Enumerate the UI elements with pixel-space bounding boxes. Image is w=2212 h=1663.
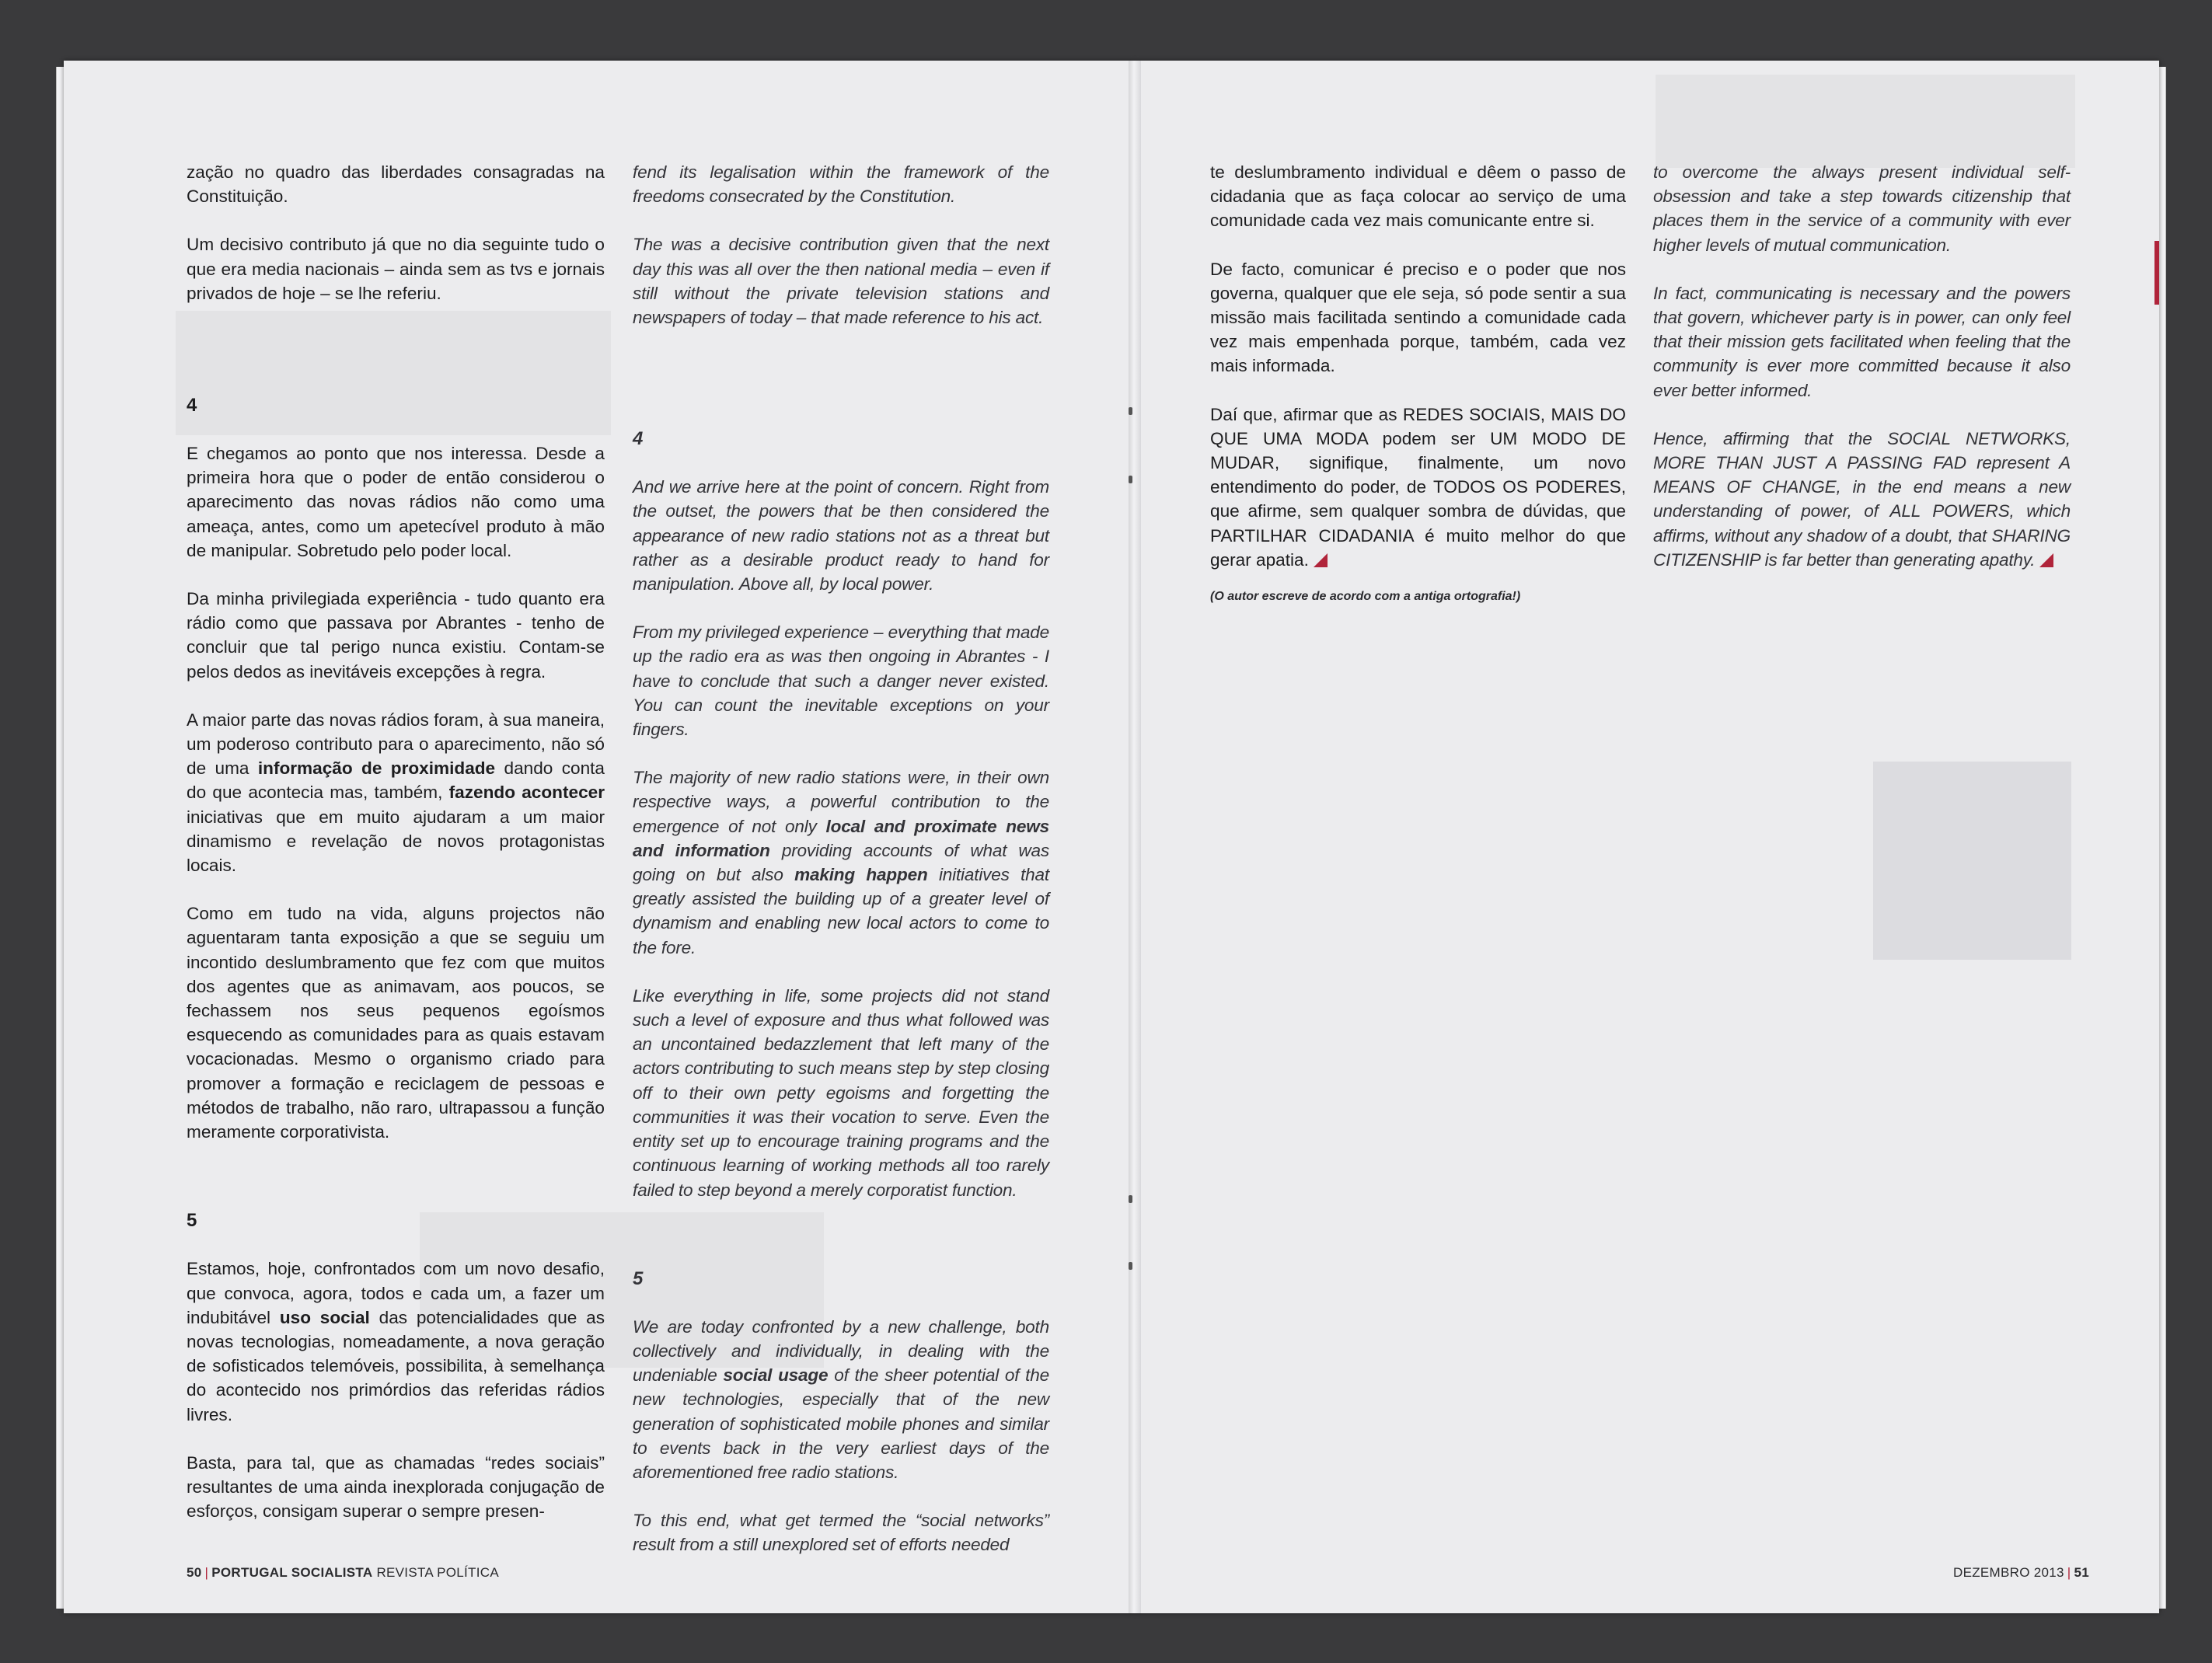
column-portuguese-left [187, 160, 605, 1547]
footer-left: 50 | PORTUGAL SOCIALISTA REVISTA POLÍTICA [187, 1565, 499, 1580]
section-number: 5 [187, 1210, 197, 1232]
end-mark-icon [1314, 553, 1328, 567]
column-english-right [1653, 160, 2071, 596]
publication-name: PORTUGAL SOCIALISTA [211, 1565, 373, 1580]
paragraph: Basta, para tal, que as chamadas “redes sociais” resultantes de uma ainda inexplorada conjugação de esforços, consigam superar o sempre presen- [187, 1452, 605, 1522]
paragraph: fend its legalisation within the framework of the freedoms consecrated by the Constitution. [633, 162, 1049, 207]
column-english-left [633, 160, 1049, 1581]
paragraph: Um decisivo contributo já que no dia seguinte tudo o que era media nacionais – ainda sem as tvs e jornais privados de hoje – se lhe referiu. [187, 235, 605, 303]
publication-subtitle: REVISTA POLÍTICA [376, 1565, 499, 1580]
paragraph: In fact, communicating is necessary and the powers that govern, whichever party is in power, can only feel that their mission gets facilitated when feeling that the community is ever more committed because it also ever better informed. [1653, 283, 2071, 400]
paragraph: To this end, what get termed the “social networks” result from a still unexplored set of efforts needed [633, 1511, 1049, 1555]
staple-mark [1129, 1262, 1132, 1270]
show-through-photo [1873, 762, 2071, 960]
staple-mark [1129, 476, 1132, 483]
paragraph: Estamos, hoje, confrontados com um novo desafio, que convoca, agora, todos e cada um, a fazer um indubitável uso social das potencialidades que as novas tecnologias, nomeadamente, a nova geração de sofisticados telemóveis, possibilita, à semelhança do acontecido nos primórdios das referidas rádios livres. [187, 1259, 605, 1424]
bold-phrase: uso social [279, 1307, 370, 1327]
bold-phrase: local and proximate news and information [633, 816, 1049, 860]
bold-phrase: fazendo acontecer [448, 783, 605, 803]
column-portuguese-right [1210, 160, 1626, 606]
bold-phrase: social usage [723, 1365, 829, 1386]
bold-phrase: making happen [794, 865, 928, 885]
staple-mark [1129, 1195, 1132, 1203]
page-number: 50 [187, 1565, 202, 1580]
page-marker-tab [2154, 241, 2159, 305]
issue-date: DEZEMBRO 2013 [1953, 1565, 2064, 1580]
paragraph: Da minha privilegiada experiência - tudo quanto era rádio como que passava por Abrantes - tenho de concluir que tal perigo nunca existiu. Contam-se pelos dedos as inevitáveis excepções à regra. [187, 589, 605, 682]
spine-gutter [1129, 61, 1141, 1613]
paragraph: De facto, comunicar é preciso e o poder que nos governa, qualquer que ele seja, só pode sentir a sua missão mais facilitada sentindo a comunidade cada vez mais empenhada porque, também, cada vez mais informada. [1210, 259, 1626, 376]
end-mark-icon [2039, 553, 2053, 567]
paragraph: From my privileged experience – everything that made up the radio era as was then ongoing in Abrantes - I have to conclude that such a danger never existed. You can count the inevitable exceptions on your fingers. [633, 622, 1049, 740]
show-through-block [1656, 75, 2075, 168]
bold-phrase: informação de proximidade [257, 758, 496, 779]
section-number: 5 [633, 1267, 644, 1289]
paragraph: Hence, affirming that the SOCIAL NETWORKS, MORE THAN JUST A PASSING FAD represent A MEANS OF CHANGE, in the end means a new understanding of power, of ALL POWERS, which affirms, without any shadow of a doubt, that SHARING CITIZENSHIP is far better than generating apathy. [1653, 428, 2071, 570]
footer-right: DEZEMBRO 2013 | 51 [1953, 1565, 2090, 1580]
paragraph: Como em tudo na vida, alguns projectos não aguentaram tanta exposição a que se seguiu um incontido deslumbramento que fez com que muitos dos agentes que as animavam, aos poucos, se fechassem nos seus pequenos egoísmos esquecendo as comunidades para as quais estavam vocacionadas. Mesmo o organismo criado para promover a formação e reciclagem de pessoas e métodos de trabalho, não raro, ultrapassou a função meramente corporativista. [187, 904, 605, 1142]
author-note: (O autor escreve de acordo com a antiga ortografia!) [1210, 590, 1521, 604]
paragraph: A maior parte das novas rádios foram, à sua maneira, um poderoso contributo para o aparecimento, não só de uma informação de proximidade dando conta do que acontecia mas, também, fazendo acontecer iniciativas que em muito ajudaram a um maior dinamismo e revelação de novos protagonistas locais. [187, 709, 605, 876]
paragraph: E chegamos ao ponto que nos interessa. Desde a primeira hora que o poder de então considerou o aparecimento das novas rádios não como uma ameaça, antes, como um apetecível produto à mão de manipular. Sobretudo pelo poder local. [187, 444, 605, 560]
section-number: 4 [187, 395, 197, 417]
paragraph: The majority of new radio stations were, in their own respective ways, a powerful contribution to the emergence of not only local and proximate news and information providing accounts of what was going on but also making happen initiatives that greatly assisted the building up of a greater level of dynamism and enabling new local actors to come to the fore. [633, 768, 1049, 957]
paragraph: We are today confronted by a new challenge, both collectively and individually, in dealing with the undeniable social usage of the sheer potential of the new technologies, especially that of the new generation of sophisticated mobile phones and similar to events back in the very earliest days of the aforementioned free radio stations. [633, 1316, 1049, 1482]
staple-mark [1129, 407, 1132, 415]
page-number: 51 [2074, 1565, 2090, 1580]
paragraph: to overcome the always present individual self-obsession and take a step towards citizenship that places them in the service of a community with ever higher levels of mutual communication. [1653, 162, 2071, 255]
paragraph: The was a decisive contribution given that the next day this was all over the then national media – even if still without the private television stations and newspapers of today – that made reference to his act. [633, 235, 1049, 328]
section-number: 4 [633, 428, 644, 450]
paragraph: zação no quadro das liberdades consagradas na Constituição. [187, 162, 605, 207]
paragraph: And we arrive here at the point of concern. Right from the outset, the powers that be then considered the appearance of new radio stations not as a threat but rather as a desirable product ready to hand for manipulation. Above all, by local power. [633, 477, 1049, 594]
paragraph: te deslumbramento individual e dêem o passo de cidadania que as faça colocar ao serviço de uma comunidade cada vez mais comunicante entre si. [1210, 162, 1626, 231]
paragraph: Daí que, afirmar que as REDES SOCIAIS, MAIS DO QUE UMA MODA podem ser UM MODO DE MUDAR, signifique, finalmente, um novo entendimento do poder, de TODOS OS PODERES, que afirme, sem qualquer sombra de dúvidas, que PARTILHAR CIDADANIA é muito melhor do que gerar apatia. [1210, 404, 1626, 570]
paragraph: Like everything in life, some projects did not stand such a level of exposure and thus what followed was an uncontained bedazzlement that left many of the actors contributing to such means step by step closing off to their own petty egoisms and forgetting the communities it was their vocation to serve. Even the entity set up to encourage training programs and the continuous learning of working methods all too rarely failed to step beyond a merely corporatist function. [633, 985, 1049, 1200]
